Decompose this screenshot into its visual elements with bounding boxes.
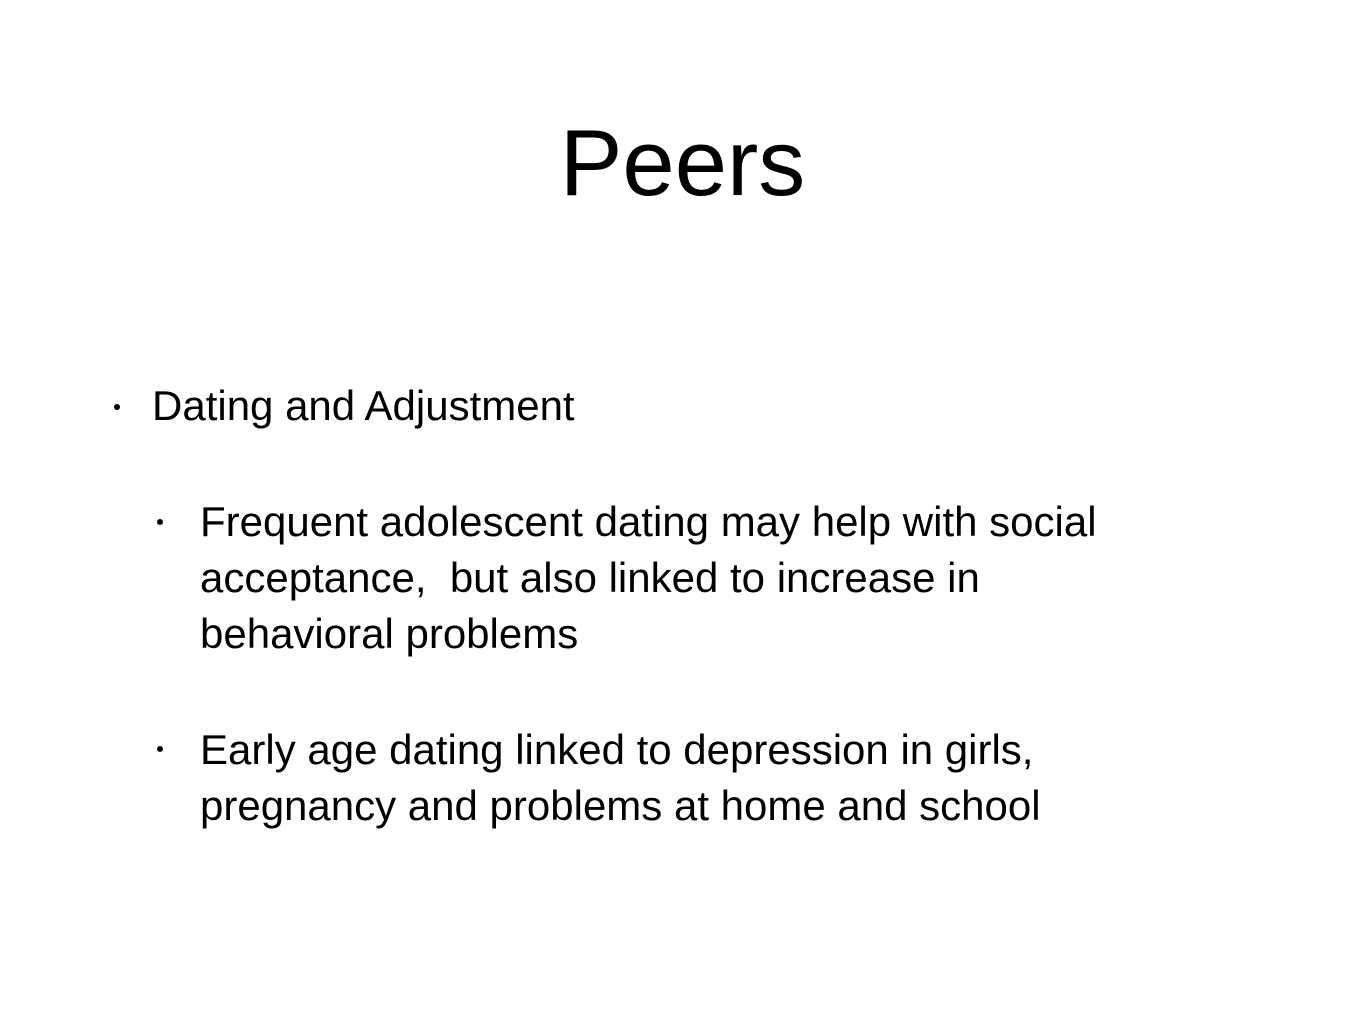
- bullet-text-line: pregnancy and problems at home and school: [200, 782, 1041, 829]
- sub-bullet-frequent-dating: [200, 494, 1260, 662]
- bullet-text-line: acceptance, but also linked to increase in: [200, 554, 980, 601]
- bullet-dot-icon: [114, 404, 120, 410]
- bullet-text-line: behavioral problems: [200, 610, 579, 657]
- bullet-text-line: Frequent adolescent dating may help with social: [200, 498, 1097, 545]
- sub-bullet-dot-icon: [157, 746, 163, 752]
- slide-title: Peers: [559, 110, 806, 215]
- bullet-dating-and-adjustment: [152, 378, 575, 434]
- bullet-text-line: Early age dating linked to depression in girls,: [200, 726, 1034, 773]
- sub-bullet-early-age-dating: [200, 722, 1260, 834]
- bullet-text-line: Dating and Adjustment: [152, 382, 575, 429]
- sub-bullet-dot-icon: [157, 519, 163, 525]
